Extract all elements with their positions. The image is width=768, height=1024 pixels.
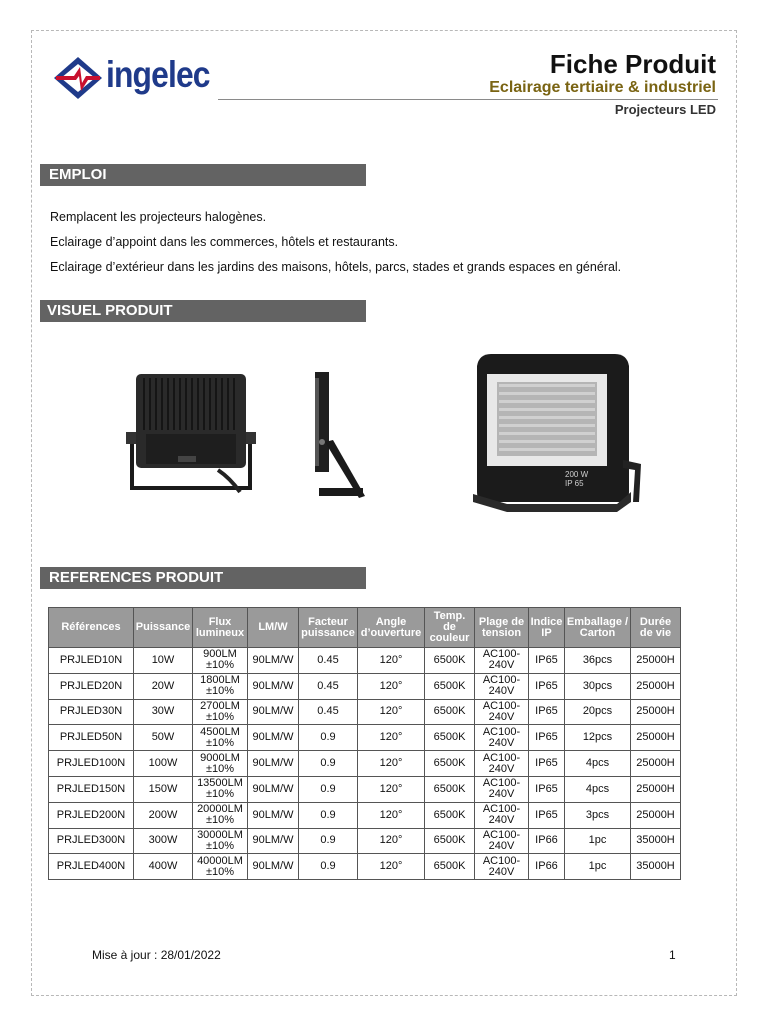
table-cell: 1800LM ±10% <box>193 673 248 699</box>
table-cell: 9000LM ±10% <box>193 751 248 777</box>
table-cell: 90LM/W <box>248 854 299 880</box>
table-cell: 6500K <box>425 699 475 725</box>
table-cell: 12pcs <box>565 725 631 751</box>
table-cell: 10W <box>134 648 193 674</box>
col-header: Références <box>49 608 134 648</box>
table-cell: 6500K <box>425 854 475 880</box>
table-cell: 900LM ±10% <box>193 648 248 674</box>
table-cell: PRJLED100N <box>49 751 134 777</box>
table-cell: 0.9 <box>299 751 358 777</box>
table-row <box>49 751 681 777</box>
section-visuel-heading: VISUEL PRODUIT <box>40 300 366 322</box>
col-header: Angle d’ouverture <box>358 608 425 648</box>
table-cell: 0.45 <box>299 673 358 699</box>
table-cell: 20000LM ±10% <box>193 802 248 828</box>
table-cell: 25000H <box>631 725 681 751</box>
table-cell: 4pcs <box>565 776 631 802</box>
table-cell: 36pcs <box>565 648 631 674</box>
table-cell: 100W <box>134 751 193 777</box>
table-cell: PRJLED30N <box>49 699 134 725</box>
table-cell: 150W <box>134 776 193 802</box>
emploi-line-1: Remplacent les projecteurs halogènes. <box>50 210 267 224</box>
table-cell: 120° <box>358 648 425 674</box>
col-header: Emballage / Carton <box>565 608 631 648</box>
table-cell: 120° <box>358 776 425 802</box>
header-divider <box>218 99 718 100</box>
section-emploi-heading: EMPLOI <box>40 164 366 186</box>
table-cell: 90LM/W <box>248 751 299 777</box>
table-cell: 6500K <box>425 751 475 777</box>
table-cell: 35000H <box>631 854 681 880</box>
table-cell: AC100-240V <box>475 776 529 802</box>
table-cell: AC100-240V <box>475 699 529 725</box>
table-cell: 200W <box>134 802 193 828</box>
product-category: Projecteurs LED <box>614 102 716 117</box>
table-cell: 6500K <box>425 776 475 802</box>
table-cell: IP65 <box>529 648 565 674</box>
table-cell: 0.9 <box>299 854 358 880</box>
table-cell: PRJLED300N <box>49 828 134 854</box>
table-row <box>49 699 681 725</box>
product-front-view-image <box>463 352 643 534</box>
col-header: Plage de tension <box>475 608 529 648</box>
table-cell: IP66 <box>529 854 565 880</box>
page-title: Fiche Produit <box>549 49 716 79</box>
table-cell: AC100-240V <box>475 828 529 854</box>
table-cell: AC100-240V <box>475 725 529 751</box>
table-cell: 0.9 <box>299 725 358 751</box>
table-cell: 120° <box>358 802 425 828</box>
table-cell: IP66 <box>529 828 565 854</box>
product-back-view-image <box>120 352 270 504</box>
table-cell: PRJLED10N <box>49 648 134 674</box>
table-cell: 1pc <box>565 828 631 854</box>
col-header: Temp. de couleur <box>425 608 475 648</box>
table-cell: 90LM/W <box>248 776 299 802</box>
table-cell: PRJLED20N <box>49 673 134 699</box>
table-cell: AC100-240V <box>475 751 529 777</box>
table-cell: AC100-240V <box>475 854 529 880</box>
table-cell: IP65 <box>529 725 565 751</box>
references-table <box>48 607 681 880</box>
table-row <box>49 673 681 699</box>
front-power-label: 200 W <box>565 470 589 479</box>
col-header: Puissance <box>134 608 193 648</box>
front-ip-label: IP 65 <box>565 479 584 488</box>
table-cell: 90LM/W <box>248 648 299 674</box>
table-row <box>49 854 681 880</box>
table-cell: 0.9 <box>299 802 358 828</box>
table-cell: 0.45 <box>299 648 358 674</box>
table-cell: 90LM/W <box>248 699 299 725</box>
table-cell: 0.9 <box>299 776 358 802</box>
table-cell: 6500K <box>425 673 475 699</box>
table-cell: 120° <box>358 828 425 854</box>
table-cell: 6500K <box>425 828 475 854</box>
table-cell: PRJLED400N <box>49 854 134 880</box>
table-cell: AC100-240V <box>475 673 529 699</box>
table-cell: 400W <box>134 854 193 880</box>
table-cell: 30W <box>134 699 193 725</box>
table-cell: 90LM/W <box>248 673 299 699</box>
table-cell: 90LM/W <box>248 725 299 751</box>
table-cell: 3pcs <box>565 802 631 828</box>
table-cell: 4pcs <box>565 751 631 777</box>
table-cell: 25000H <box>631 673 681 699</box>
table-cell: PRJLED200N <box>49 802 134 828</box>
table-cell: 120° <box>358 673 425 699</box>
table-cell: 4500LM ±10% <box>193 725 248 751</box>
table-cell: 0.45 <box>299 699 358 725</box>
product-side-view-image <box>313 370 368 505</box>
table-cell: AC100-240V <box>475 648 529 674</box>
table-cell: IP65 <box>529 673 565 699</box>
table-cell: AC100-240V <box>475 802 529 828</box>
emploi-line-3: Eclairage d’extérieur dans les jardins des maisons, hôtels, parcs, stades et grands espaces en général. <box>50 260 622 274</box>
table-cell: 1pc <box>565 854 631 880</box>
table-cell: 0.9 <box>299 828 358 854</box>
table-row <box>49 776 681 802</box>
table-cell: 13500LM ±10% <box>193 776 248 802</box>
table-row <box>49 802 681 828</box>
table-cell: 25000H <box>631 699 681 725</box>
table-cell: 6500K <box>425 725 475 751</box>
table-cell: 50W <box>134 725 193 751</box>
table-cell: IP65 <box>529 802 565 828</box>
section-references-heading: REFERENCES PRODUIT <box>40 567 366 589</box>
table-cell: 30pcs <box>565 673 631 699</box>
table-cell: 300W <box>134 828 193 854</box>
col-header: LM/W <box>248 608 299 648</box>
table-cell: 90LM/W <box>248 802 299 828</box>
page-subtitle: Eclairage tertiaire & industriel <box>489 79 716 96</box>
table-cell: 2700LM ±10% <box>193 699 248 725</box>
table-cell: PRJLED150N <box>49 776 134 802</box>
table-cell: 40000LM ±10% <box>193 854 248 880</box>
table-cell: 120° <box>358 725 425 751</box>
emploi-line-2: Eclairage d’appoint dans les commerces, hôtels et restaurants. <box>50 235 399 249</box>
table-header-row <box>49 608 681 648</box>
table-row <box>49 725 681 751</box>
table-cell: 90LM/W <box>248 828 299 854</box>
table-cell: 6500K <box>425 648 475 674</box>
page-number: 1 <box>669 948 676 962</box>
table-cell: 25000H <box>631 776 681 802</box>
table-row <box>49 828 681 854</box>
footer-update-date: Mise à jour : 28/01/2022 <box>92 948 221 962</box>
table-cell: IP65 <box>529 776 565 802</box>
table-cell: 6500K <box>425 802 475 828</box>
table-cell: 25000H <box>631 751 681 777</box>
table-cell: PRJLED50N <box>49 725 134 751</box>
table-cell: 20W <box>134 673 193 699</box>
table-cell: IP65 <box>529 699 565 725</box>
col-header: Durée de vie <box>631 608 681 648</box>
table-cell: 120° <box>358 751 425 777</box>
col-header: Facteur puissance <box>299 608 358 648</box>
col-header: Indice IP <box>529 608 565 648</box>
col-header: Flux lumineux <box>193 608 248 648</box>
table-cell: 120° <box>358 699 425 725</box>
table-cell: 25000H <box>631 648 681 674</box>
logo-text: ingelec <box>106 54 210 95</box>
table-cell: IP65 <box>529 751 565 777</box>
table-cell: 20pcs <box>565 699 631 725</box>
table-cell: 35000H <box>631 828 681 854</box>
table-cell: 120° <box>358 854 425 880</box>
table-row <box>49 648 681 674</box>
table-cell: 25000H <box>631 802 681 828</box>
table-cell: 30000LM ±10% <box>193 828 248 854</box>
